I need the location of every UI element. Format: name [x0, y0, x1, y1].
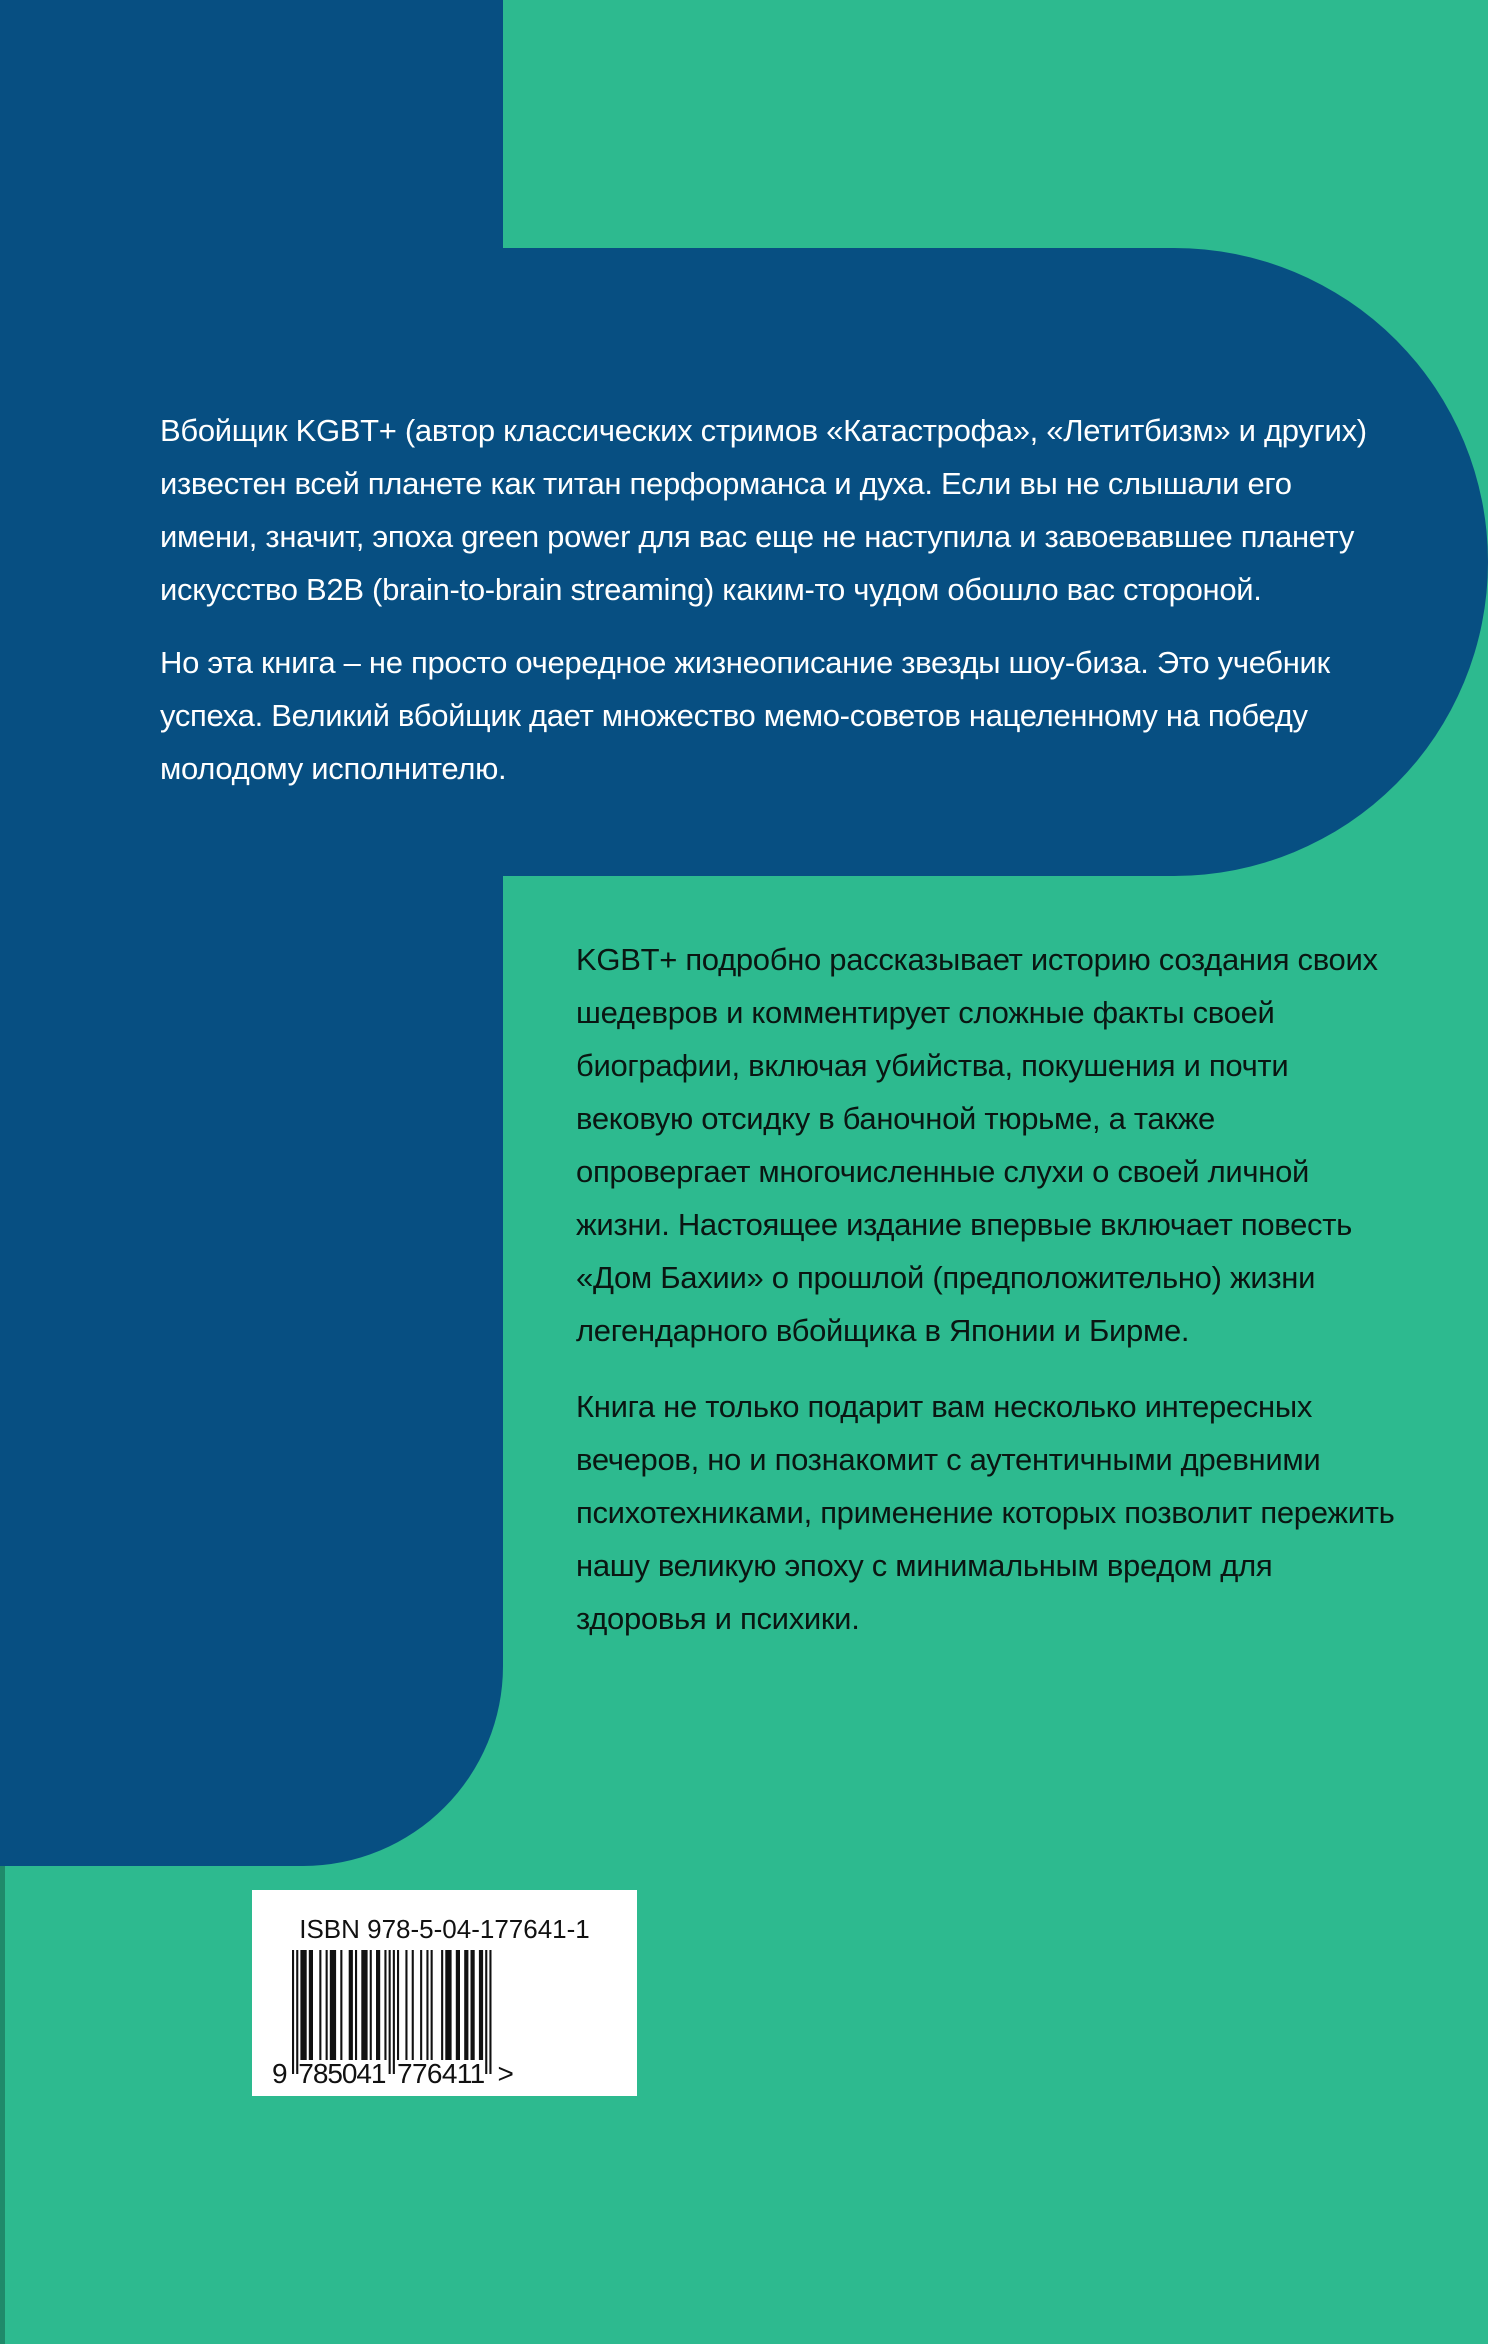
barcode-bar	[330, 1950, 336, 2060]
blue-shape-left-column	[0, 860, 503, 1866]
barcode-guard-bar	[393, 1950, 395, 2074]
barcode-bar	[376, 1950, 380, 2060]
barcode-guard-bar	[296, 1950, 298, 2074]
barcode-bar	[319, 1950, 321, 2060]
isbn-label: ISBN 978-5-04-177641-1	[299, 1914, 590, 1944]
body-paragraph: Книга не только подарит вам несколько интересных вечеров, но и познакомит с аутентичными древними психотехниками, применение которых позволит пережить нашу великую эпоху с минимальным вредом для здоровья и психики.	[576, 1389, 1395, 1636]
barcode-bar	[431, 1950, 433, 2060]
barcode-bar	[456, 1950, 460, 2060]
barcode-bar	[405, 1950, 407, 2060]
barcode-bar	[355, 1950, 357, 2060]
barcode-bar	[441, 1950, 443, 2060]
barcode-guard-bar	[485, 1950, 487, 2074]
barcode-guard-bar	[389, 1950, 391, 2074]
barcode-guard-bar	[489, 1950, 491, 2074]
barcode-bar	[426, 1950, 428, 2060]
barcode-bar	[309, 1950, 313, 2060]
blue-shape-top-bar	[0, 0, 503, 260]
barcode-graphic	[252, 1890, 637, 2096]
barcode-bar	[349, 1950, 353, 2060]
barcode-digits-left: 785041	[298, 2058, 387, 2089]
barcode-quiet-zone-mark: >	[497, 2058, 514, 2089]
body-paragraph: KGBT+ подробно рассказывает историю создания своих шедевров и комментирует сложные факты своей биографии, включая убийства, покушения и почти вековую отсидку в баночной тюрьме, а также опровергает многочисленные слухи о своей личной жизни. Настоящее издание впервые включает повесть «Дом Бахии» о прошлой (предположительно) жизни легендарного вбойщика в Японии и Бирме.	[576, 942, 1378, 1348]
barcode-bar	[326, 1950, 328, 2060]
lead-paragraph: Вбойщик KGBT+ (автор классических стримов «Катастрофа», «Летитбизм» и других) известен всей планете как титан перформанса и духа. Если вы не слышали его имени, значит, эпоха green power для вас еще не наступила и завоевавшее планету искусство B2B (brain-to-brain streaming) каким-то чудом обошло вас стороной.	[160, 413, 1367, 607]
barcode-bar	[397, 1950, 399, 2060]
body-blurb	[576, 933, 1396, 1645]
lead-paragraph: Но эта книга – не просто очередное жизнеописание звезды шоу-биза. Это учебник успеха. Великий вбойщик дает множество мемо-советов нацеленному на победу молодому исполнителю.	[160, 645, 1330, 786]
barcode-bar	[420, 1950, 422, 2060]
barcode-bar	[464, 1950, 468, 2060]
barcode-bar	[445, 1950, 451, 2060]
barcode-digits-right: 776411	[397, 2058, 486, 2089]
isbn-barcode	[252, 1890, 637, 2096]
lead-blurb	[160, 404, 1370, 795]
barcode-bar	[471, 1950, 475, 2060]
barcode-bar	[412, 1950, 414, 2060]
barcode-digit-lead: 9	[272, 2058, 288, 2089]
barcode-bar	[300, 1950, 306, 2060]
barcode-bar	[340, 1950, 342, 2060]
barcode-bar	[384, 1950, 386, 2060]
barcode-bar	[370, 1950, 372, 2060]
barcode-guard-bar	[292, 1950, 294, 2074]
barcode-bar	[361, 1950, 367, 2060]
barcode-bar	[479, 1950, 483, 2060]
